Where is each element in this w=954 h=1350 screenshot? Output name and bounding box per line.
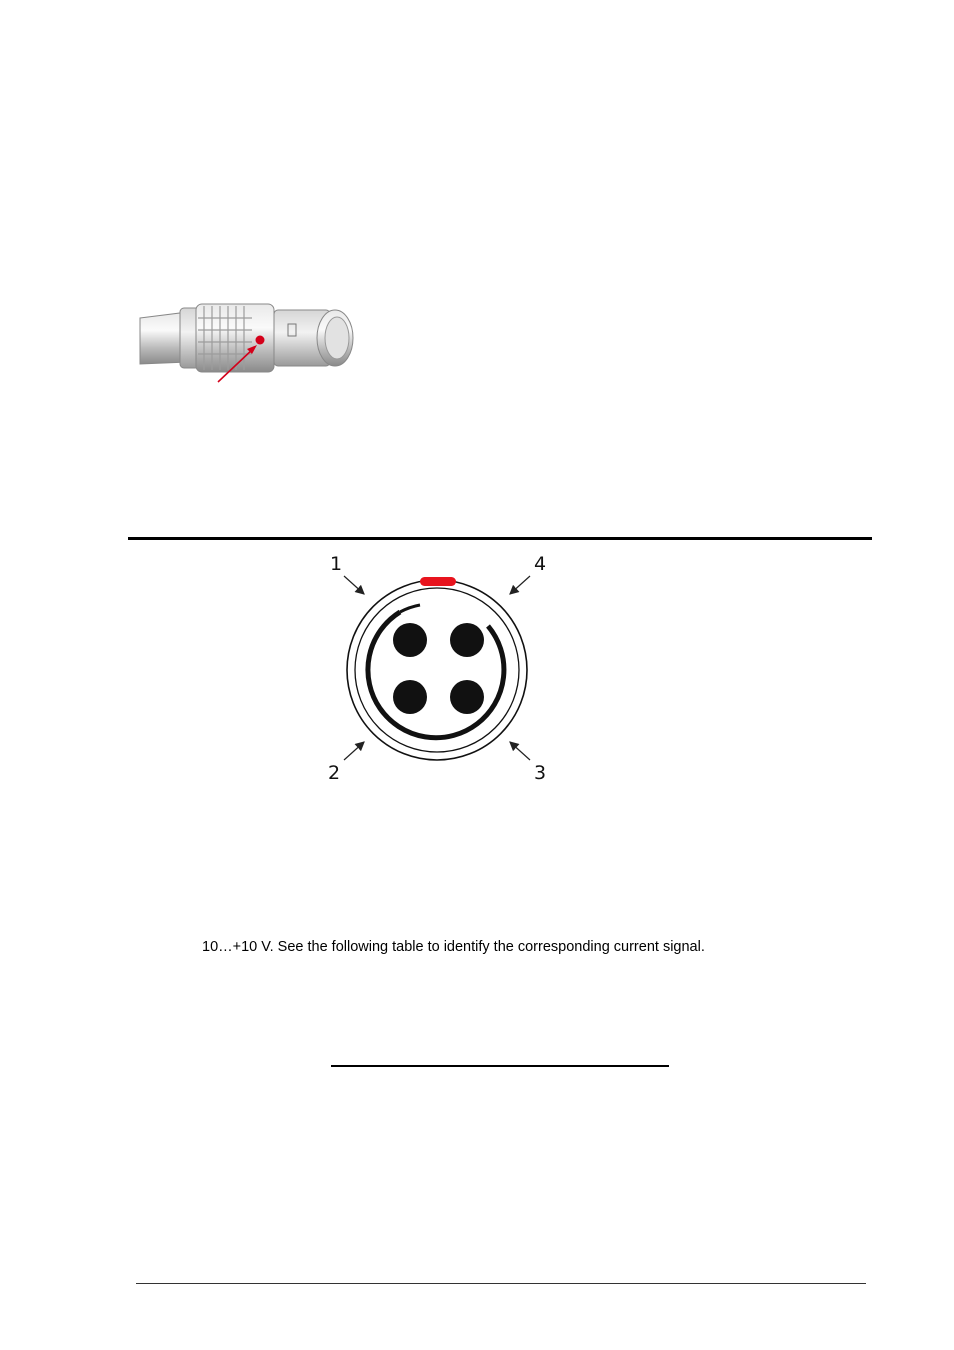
polarization-key [420,577,456,586]
pin-label-3: 3 [534,762,547,784]
pin-contact-3 [450,680,484,714]
pin-label-2: 2 [328,762,341,784]
connector-photo [130,300,360,390]
pin-contact-4 [450,623,484,657]
connector-pinout-diagram [320,548,560,788]
arrow-pin-3 [510,742,530,760]
arrow-pin-2 [344,742,364,760]
footer-divider [136,1283,866,1284]
body-paragraph: 10…+10 V. See the following table to identify the corresponding current signal. [202,939,705,955]
section-divider [128,537,872,540]
pin-label-4: 4 [534,553,547,575]
pin-label-1: 1 [330,553,343,575]
arrow-pin-1 [344,576,364,594]
arrow-pin-4 [510,576,530,594]
connector-inner-ring [355,588,519,752]
pin-contact-1 [393,623,427,657]
pin-contact-2 [393,680,427,714]
table-header-underline [331,1065,669,1067]
